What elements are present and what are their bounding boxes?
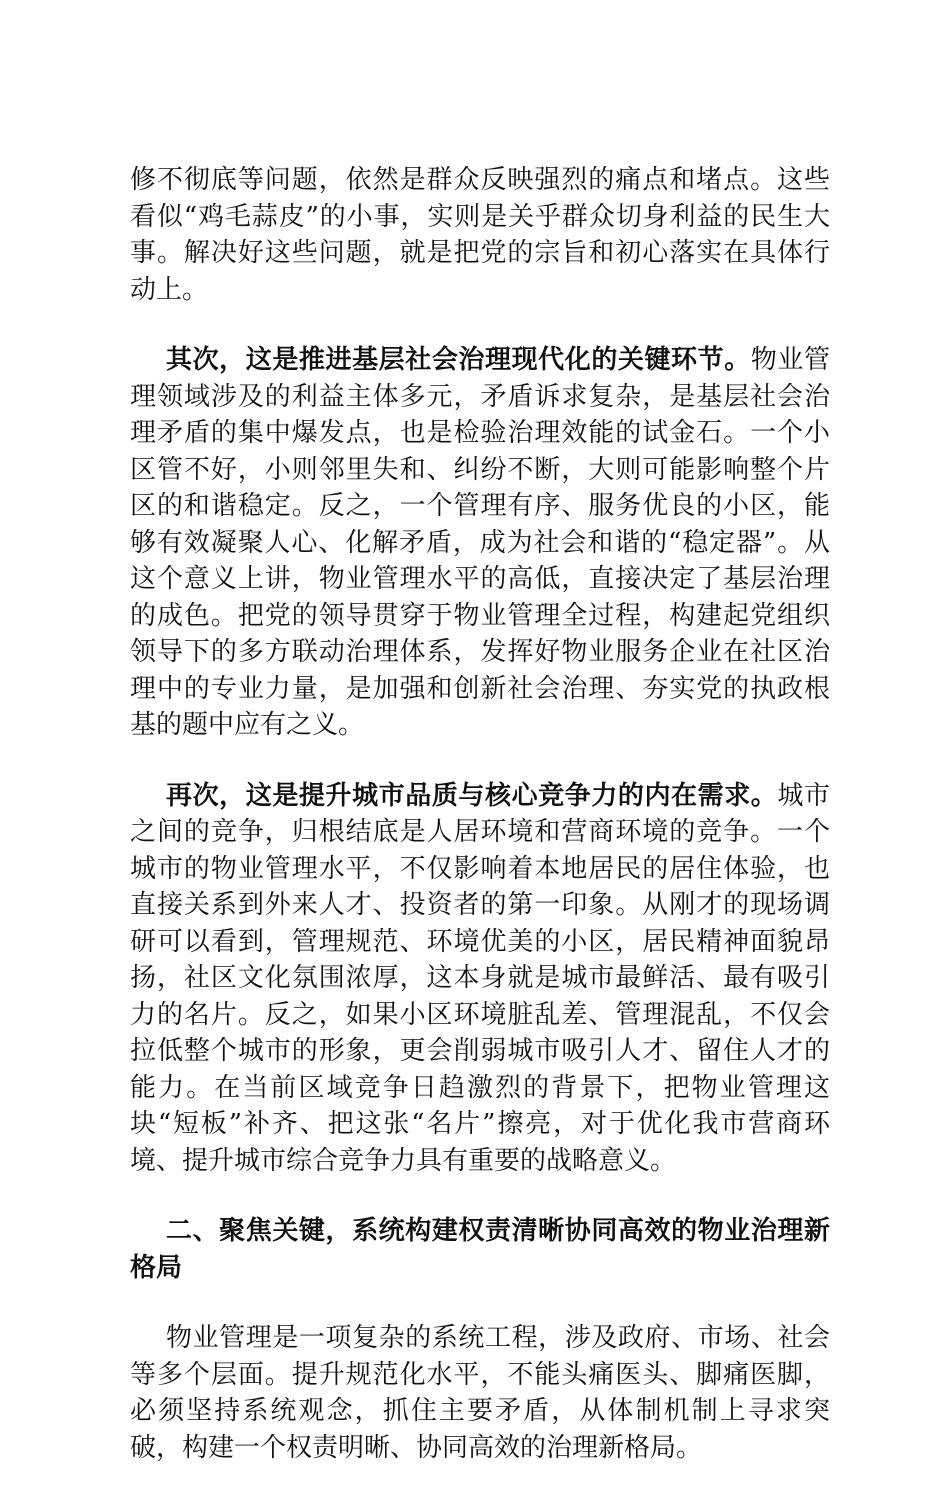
document-page: [130, 162, 830, 1500]
paragraph-continuation: [130, 162, 830, 308]
paragraph-text: 物业管理领域涉及的利益主体多元，矛盾诉求复杂，是基层社会治理矛盾的集中爆发点，也是检验治理效能的试金石。一个小区管不好，小则邻里失和、纠纷不断，大则可能影响整个片区的和谐稳定。反之，一个管理有序、服务优良的小区，能够有效凝聚人心、化解矛盾，成为社会和谐的“稳定器”。从这个意义上讲，物业管理水平的高低，直接决定了基层治理的成色。把党的领导贯穿于物业管理全过程，构建起党组织领导下的多方联动治理体系，发挥好物业服务企业在社区治理中的专业力量，是加强和创新社会治理、夯实党的执政根基的题中应有之义。: [130, 345, 830, 740]
paragraph-lead: 再次，这是提升城市品质与核心竞争力的内在需求。: [166, 780, 778, 811]
paragraph-closing: 物业管理是一项复杂的系统工程，涉及政府、市场、社会等多个层面。提升规范化水平，不能头痛医头、脚痛医脚，必须坚持系统观念，抓住主要矛盾，从体制机制上寻求突破，构建一个权责明晰、协同高效的治理新格局。: [130, 1323, 830, 1463]
paragraph-thirdly: [130, 778, 830, 1180]
section-heading: 二、聚焦关键，系统构建权责清晰协同高效的物业治理新格局: [130, 1216, 830, 1283]
paragraph-secondly: [130, 342, 830, 744]
paragraph-lead: 其次，这是推进基层社会治理现代化的关键环节。: [166, 345, 751, 375]
paragraph-text: 修不彻底等问题，依然是群众反映强烈的痛点和堵点。这些看似“鸡毛蒜皮”的小事，实则是关乎群众切身利益的民生大事。解决好这些问题，就是把党的宗旨和初心落实在具体行动上。: [130, 165, 830, 305]
paragraph-text: 城市之间的竞争，归根结底是人居环境和营商环境的竞争。一个城市的物业管理水平，不仅影响着本地居民的居住体验，也直接关系到外来人才、投资者的第一印象。从刚才的现场调研可以看到，管理规范、环境优美的小区，居民精神面貌昂扬，社区文化氛围浓厚，这本身就是城市最鲜活、最有吸引力的名片。反之，如果小区环境脏乱差、管理混乱，不仅会拉低整个城市的形象，更会削弱城市吸引人才、留住人才的能力。在当前区域竞争日趋激烈的背景下，把物业管理这块“短板”补齐、把这张“名片”擦亮，对于优化我市营商环境、提升城市综合竞争力具有重要的战略意义。: [130, 780, 830, 1176]
